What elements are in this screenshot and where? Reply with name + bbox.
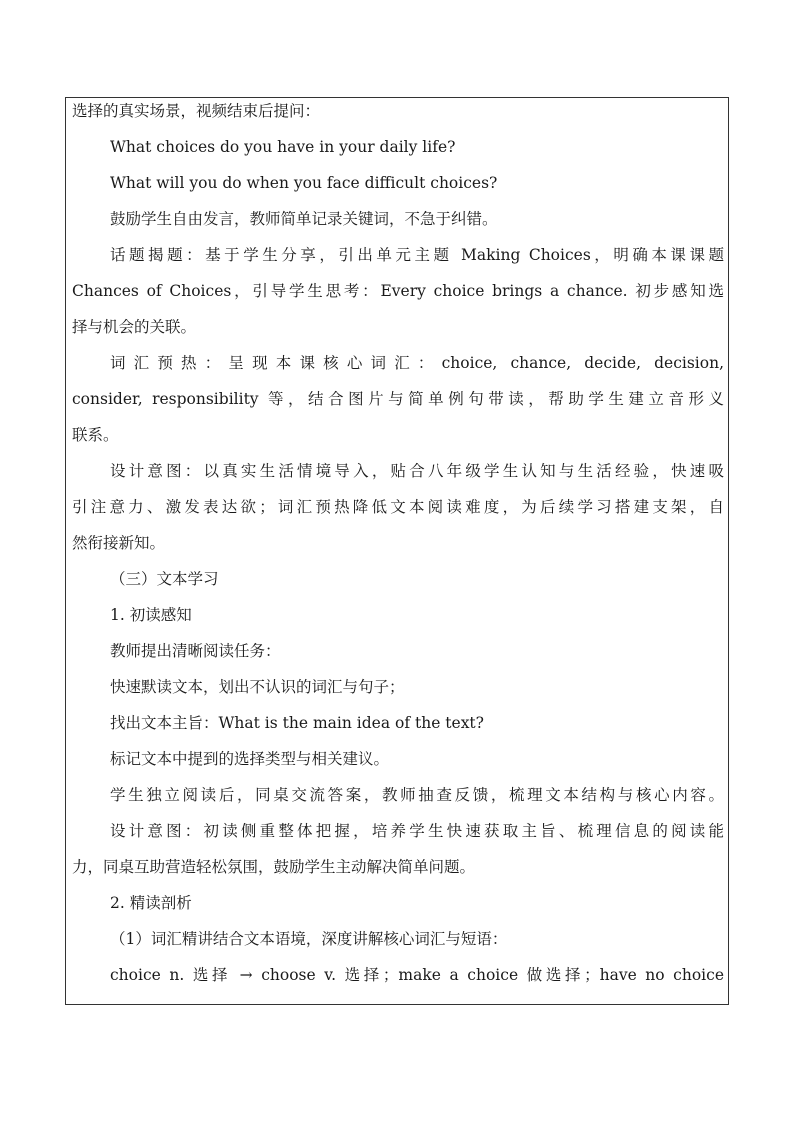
text-line-24: （1）词汇精讲结合文本语境，深度讲解核心词汇与短语： xyxy=(110,930,508,948)
text-line-11: 设计意图：以真实生活情境导入，贴合八年级学生认知与生活经验，快速吸 xyxy=(110,462,724,480)
text-line-9: consider, responsibility 等，结合图片与简单例句带读，帮助学生建立音形义 xyxy=(72,390,724,408)
text-line-8: 词汇预热：呈现本课核心词汇：choice, chance, decide, decision, xyxy=(110,354,724,372)
text-line-19: 标记文本中提到的选择类型与相关建议。 xyxy=(110,750,390,768)
text-line-16: 教师提出清晰阅读任务： xyxy=(110,642,281,660)
subsection-heading-1: 1. 初读感知 xyxy=(110,606,192,624)
text-line-21: 设计意图：初读侧重整体把握，培养学生快速获取主旨、梳理信息的阅读能 xyxy=(110,822,724,840)
question-line-1: What choices do you have in your daily life? xyxy=(110,138,456,156)
text-line-10: 联系。 xyxy=(72,426,119,444)
question-line-2: What will you do when you face difficult choices? xyxy=(110,174,498,192)
text-line-12: 引注意力、激发表达欲；词汇预热降低文本阅读难度，为后续学习搭建支架，自 xyxy=(72,498,724,516)
text-line-1: 选择的真实场景，视频结束后提问： xyxy=(72,102,321,120)
subsection-heading-2: 2. 精读剖析 xyxy=(110,894,192,912)
text-line-20: 学生独立阅读后，同桌交流答案，教师抽查反馈，梳理文本结构与核心内容。 xyxy=(110,786,724,804)
text-line-25: choice n. 选择 → choose v. 选择；make a choice 做选择；have no choice xyxy=(110,966,724,984)
text-line-7: 择与机会的关联。 xyxy=(72,318,197,336)
text-line-17: 快速默读文本，划出不认识的词汇与句子； xyxy=(110,678,405,696)
text-line-18: 找出文本主旨：What is the main idea of the text? xyxy=(110,714,484,732)
text-line-13: 然衔接新知。 xyxy=(72,534,166,552)
text-line-22: 力，同桌互助营造轻松氛围，鼓励学生主动解决简单问题。 xyxy=(72,858,476,876)
section-heading: （三）文本学习 xyxy=(110,570,219,588)
text-line-4: 鼓励学生自由发言，教师简单记录关键词，不急于纠错。 xyxy=(110,210,498,228)
text-line-5: 话题揭题：基于学生分享，引出单元主题 Making Choices，明确本课课题 xyxy=(110,246,724,264)
text-line-6: Chances of Choices，引导学生思考：Every choice brings a chance. 初步感知选 xyxy=(72,282,724,300)
lesson-plan-table-cell xyxy=(65,97,729,1005)
